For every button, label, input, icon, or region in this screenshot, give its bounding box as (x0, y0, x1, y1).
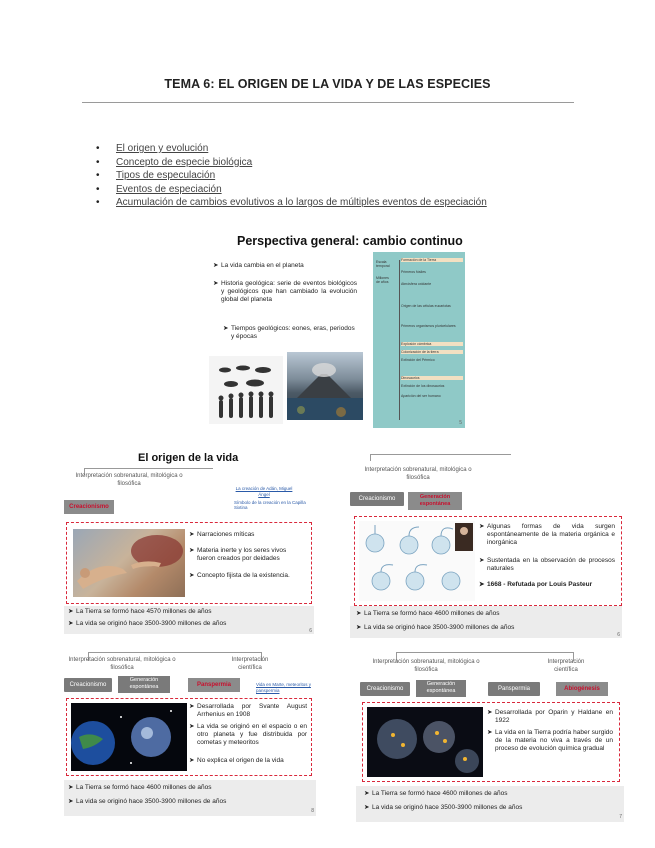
footer-fact: ➤ La Tierra se formó hace 4570 millones de años (68, 608, 212, 615)
toc-item[interactable] (96, 183, 487, 197)
branch-label-left: Interpretación sobrenatural, mitológica o filosófica (68, 657, 176, 671)
timeline-label: Dinosaurios (401, 376, 463, 380)
branch-label-right: Interpretación científica (547, 659, 585, 673)
timeline-axis (399, 260, 400, 420)
reference-link[interactable]: Vida en Marte, meteoritos y panspermia (256, 682, 311, 693)
timeline-label: Colonización de la tierra (401, 350, 463, 354)
bullet-arrow-icon: ➤ (189, 547, 195, 554)
footer-fact: ➤ La Tierra se formó hace 4600 millones de años (364, 790, 508, 797)
content-frame (66, 522, 312, 604)
slide-bullet: ➤ Sustentada en la observación de procesos naturales (479, 557, 615, 573)
slide-title: El origen de la vida (138, 452, 239, 464)
slide-bullet: ➤ 1668 - Refutada por Louis Pasteur (479, 581, 593, 588)
reference-link[interactable]: La creación de Adán, Miguel Ángel (235, 486, 293, 497)
timeline-label: Primeros organismos pluricelulares (401, 324, 456, 328)
creation-of-adam-image (73, 529, 185, 597)
evolution-silhouettes-image (209, 356, 283, 424)
slide-page-number: 5 (459, 420, 462, 426)
slide-bullet: ➤ La vida cambia en el planeta (213, 262, 304, 269)
slide-page-number: 6 (309, 628, 312, 634)
creacionismo-box: Creacionismo (64, 500, 114, 514)
geological-timeline: Escala temporal Millones de años Formación de la Tierra Primeros fósiles Atmósfera oxidante Origen de las células eucariotas Primeros organismos pluricelulares Explosión cámbrica Colonización de la tierra Extinción del Pérmico Dinosaurios Extinción de los dinosaurios Aparición del ser humano 5 (373, 252, 465, 428)
slide-bullet: ➤ Materia inerte y los seres vivos fueron creados por deidades (189, 547, 287, 563)
generacion-espontanea-box: Generación espontánea (416, 680, 466, 697)
bullet-arrow-icon: ➤ (479, 523, 485, 530)
timeline-label: Aparición del ser humano (401, 394, 441, 398)
bullet-arrow-icon: ➤ (68, 784, 74, 791)
bullet-arrow-icon: ➤ (487, 729, 493, 736)
timeline-label: Formación de la Tierra (401, 258, 463, 262)
footer-bar (356, 786, 624, 822)
bullet-arrow-icon: ➤ (364, 804, 370, 811)
slide-bullet: ➤ No explica el origen de la vida (189, 757, 284, 764)
slide-origen-creacionismo (64, 448, 314, 638)
bullet-arrow-icon: ➤ (356, 610, 362, 617)
bullet-arrow-icon: ➤ (68, 608, 74, 615)
toc-item[interactable] (96, 169, 487, 183)
panspermia-box: Panspermia (188, 678, 240, 692)
footer-bar (64, 780, 316, 816)
protocells-image (367, 707, 483, 777)
timeline-label: Primeros fósiles (401, 270, 426, 274)
footer-bar (350, 606, 622, 638)
footer-fact: ➤ La Tierra se formó hace 4600 millones de años (356, 610, 500, 617)
bullet-arrow-icon: ➤ (189, 723, 195, 730)
bullet-arrow-icon: ➤ (213, 280, 219, 287)
branch-label-left: Interpretación sobrenatural, mitológica o filosófica (372, 659, 480, 673)
bullet-arrow-icon: ➤ (223, 325, 229, 332)
branch-label-right: Interpretación científica (231, 657, 269, 671)
table-of-contents (96, 142, 487, 210)
toc-link[interactable]: Concepto de especie biológica (116, 156, 253, 168)
slide-page-number: 7 (619, 814, 622, 820)
timeline-label: Extinción de los dinosaurios (401, 384, 445, 388)
slide-abiogenesis (356, 650, 624, 826)
toc-link[interactable]: Acumulación de cambios evolutivos a lo largos de múltiples eventos de especiación (116, 197, 487, 208)
slide-bullet: ➤ Concepto fijista de la existencia. (189, 572, 290, 579)
slide-page-number: 6 (617, 632, 620, 638)
toc-item[interactable] (96, 156, 487, 170)
timeline-label: Atmósfera oxidante (401, 282, 432, 286)
slide-bullet: ➤ La vida se originó en el espacio o en otro planeta y fue distribuida por cometas y meteoritos (189, 723, 307, 747)
abiogenesis-box: Abiogénesis (556, 682, 608, 696)
slide-bullet: ➤ Desarrollada por Svante August Arrhenius en 1908 (189, 703, 307, 719)
pasteur-flasks-illustration (359, 521, 475, 601)
cometa-space-image (71, 703, 187, 771)
bullet-arrow-icon: ➤ (487, 709, 493, 716)
toc-link[interactable]: El origen y evolución (116, 143, 209, 154)
bullet-arrow-icon: ➤ (479, 557, 485, 564)
title-divider (82, 102, 574, 103)
generacion-espontanea-box: Generación espontánea (408, 492, 462, 510)
timeline-label: Origen de las células eucariotas (401, 304, 451, 308)
toc-link[interactable]: Tipos de especulación (116, 170, 216, 181)
bullet-arrow-icon: ➤ (356, 624, 362, 631)
content-frame (66, 698, 312, 776)
bullet-arrow-icon: ➤ (364, 790, 370, 797)
volcanic-landscape-image (287, 352, 363, 420)
generacion-espontanea-box: Generación espontánea (118, 676, 170, 693)
footer-fact: ➤ La vida se originó hace 3500-3900 millones de años (364, 804, 523, 811)
timeline-label: Explosión cámbrica (401, 342, 463, 346)
bullet-arrow-icon: ➤ (68, 798, 74, 805)
footer-fact: ➤ La vida se originó hace 3500-3900 millones de años (68, 798, 227, 805)
content-frame (354, 516, 622, 606)
toc-item[interactable] (96, 142, 487, 156)
footer-bar (64, 606, 314, 634)
slide-bullet: ➤ Tiempos geológicos: eones, eras, periodos y épocas (223, 325, 355, 341)
slide-generacion-espontanea (346, 448, 626, 646)
slide-title: Perspectiva general: cambio continuo (237, 234, 463, 248)
content-frame (362, 702, 620, 782)
creacionismo-box: Creacionismo (350, 492, 404, 506)
slide-bullet: ➤ La vida en la Tierra podría haber surgido de la materia no viva a través de un proceso de evolución química gradual (487, 729, 613, 753)
footer-fact: ➤ La vida se originó hace 3500-3900 millones de años (356, 624, 515, 631)
document-title: TEMA 6: EL ORIGEN DE LA VIDA Y DE LAS ESPECIES (164, 77, 491, 91)
branch-label: Interpretación sobrenatural, mitológica o filosófica (364, 467, 472, 481)
timeline-label: Extinción del Pérmico (401, 358, 435, 362)
panspermia-box: Panspermia (488, 682, 540, 696)
slide-bullet: ➤ Desarrollada por Oparin y Haldane en 1922 (487, 709, 613, 725)
creacionismo-box: Creacionismo (64, 678, 112, 692)
branch-connector (370, 454, 511, 461)
creacionismo-box: Creacionismo (360, 682, 410, 696)
bullet-arrow-icon: ➤ (189, 572, 195, 579)
bullet-arrow-icon: ➤ (189, 531, 195, 538)
bullet-arrow-icon: ➤ (68, 620, 74, 627)
bullet-arrow-icon: ➤ (213, 262, 219, 269)
slide-perspectiva (203, 228, 465, 428)
toc-link[interactable]: Eventos de especiación (116, 183, 222, 195)
slide-panspermia (64, 650, 316, 820)
bullet-arrow-icon: ➤ (189, 757, 195, 764)
slide-bullet: ➤ Narraciones míticas (189, 531, 255, 538)
slide-page-number: 8 (311, 808, 314, 814)
reference-note: Símbolo de la creación en la Capilla Sixtina (234, 500, 306, 510)
slide-bullet: ➤ Algunas formas de vida surgen espontáneamente de la materia orgánica e inorgánica (479, 523, 615, 547)
footer-fact: ➤ La vida se originó hace 3500-3900 millones de años (68, 620, 227, 627)
toc-item[interactable] (96, 196, 487, 210)
bullet-arrow-icon: ➤ (189, 703, 195, 710)
footer-fact: ➤ La Tierra se formó hace 4600 millones de años (68, 784, 212, 791)
branch-label: Interpretación sobrenatural, mitológica o filosófica (75, 473, 183, 487)
bullet-arrow-icon: ➤ (479, 581, 485, 588)
slide-bullet: ➤ Historia geológica: serie de eventos biológicos y geológicos que han cambiado la evolución global del planeta (213, 280, 357, 304)
